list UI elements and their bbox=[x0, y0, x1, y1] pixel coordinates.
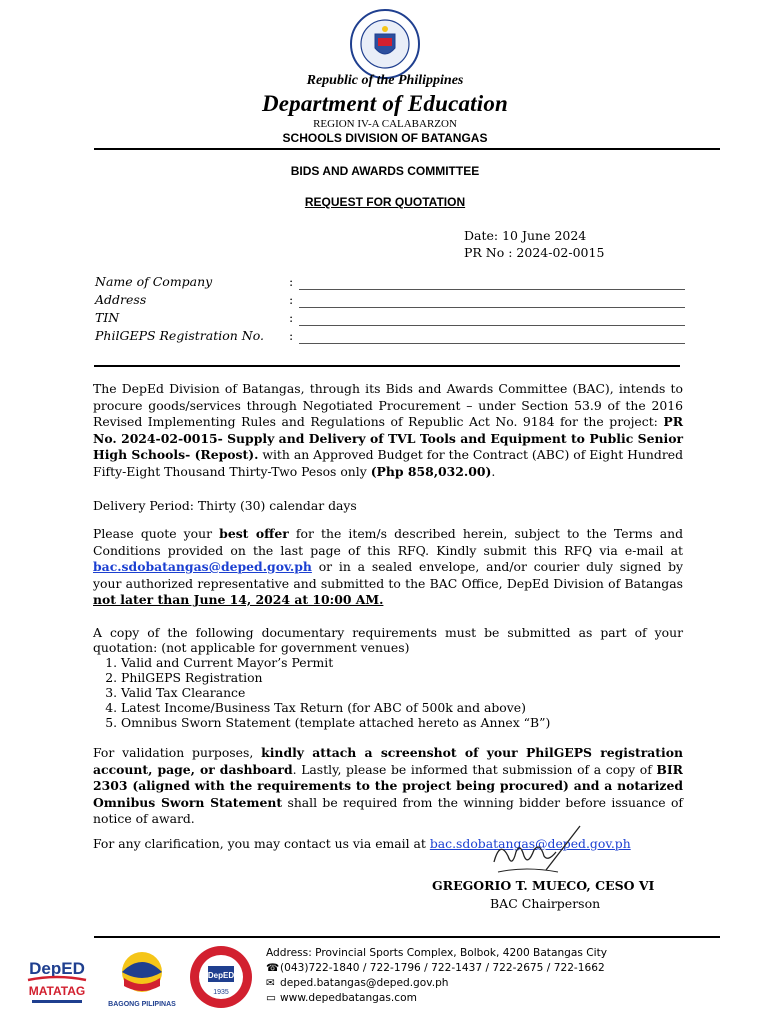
department-heading: Department of Education bbox=[261, 91, 509, 116]
pr-number-line: PR No : 2024-02-0015 bbox=[464, 245, 605, 260]
envelope-icon: ✉ bbox=[266, 977, 275, 989]
deadline: not later than June 14, 2024 at 10:00 AM. bbox=[93, 592, 384, 607]
delivery-period: Delivery Period: Thirty (30) calendar days bbox=[93, 498, 357, 513]
svg-text:1935: 1935 bbox=[213, 989, 229, 996]
clarification-paragraph: For any clarification, you may contact us via email at bac.sdobatangas@deped.gov.ph bbox=[93, 836, 631, 851]
republic-heading: Republic of the Philippines bbox=[306, 73, 464, 88]
submission-paragraph: Please quote your best offer for the item/s described herein, subject to the Terms and Conditions provided on the last page of this RFQ. Kindly submit this RFQ via e-mail at bac.sdobatangas@deped.gov.ph or in a sealed envelope, and/or courier duly signed by your authorized representative and submitted to the BAC Office, DepEd Division of Batangas not later than June 14, 2024 at 10:00 AM. bbox=[93, 526, 684, 607]
field-line bbox=[299, 325, 685, 326]
footer-contact bbox=[266, 946, 607, 1006]
footer-divider bbox=[94, 936, 720, 938]
footer-phone: ☎(043)722-1840 / 722-1796 / 722-1437 / 722-2675 / 722-1662 bbox=[266, 962, 605, 974]
signatory-title: BAC Chairperson bbox=[490, 896, 601, 911]
field-line bbox=[299, 307, 685, 308]
date-block bbox=[464, 227, 604, 261]
footer-website[interactable]: ▭ www.depedbatangas.com bbox=[266, 992, 417, 1004]
validation-paragraph: For validation purposes, kindly attach a screenshot of your PhilGEPS registration account, page, or dashboard. Lastly, please be informed that submission of a copy of BIR 2303 (aligned with the requirements to the project being procured) and a notarized Omnibus Sworn Statement shall be required from the winning bidder before issuance of notice of award. bbox=[93, 745, 683, 826]
company-fields bbox=[95, 274, 685, 346]
division-heading: SCHOOLS DIVISION OF BATANGAS bbox=[282, 131, 488, 145]
requirements-section bbox=[93, 625, 683, 730]
field-label: PhilGEPS Registration No. bbox=[95, 328, 264, 343]
field-row-address: Address : bbox=[95, 292, 685, 310]
field-label: Name of Company bbox=[95, 274, 213, 289]
bagong-pilipinas-logo bbox=[104, 946, 180, 1010]
intro-paragraph: The DepEd Division of Batangas, through its Bids and Awards Committee (BAC), intends to procure goods/services through Negotiated Procurement – under Section 53.9 of the 2016 Revised Implementing Rules and Regulations of Republic Act No. 9184 for the project: PR No. 2024-02-0015- Supply and Delivery of TVL Tools and Equipment to Public Senior High Schools- (Repost). with an Approved Budget for the Contract (ABC) of Eight Hundred Fifty-Eight Thousand Thirty-Two Pesos only (Php 858,032.00). bbox=[93, 381, 684, 479]
field-row-tin: TIN : bbox=[95, 310, 685, 328]
document-title: REQUEST FOR QUOTATION bbox=[304, 195, 466, 209]
contact-email-link[interactable]: bac.sdobatangas@deped.gov.ph bbox=[429, 836, 631, 851]
deped-seal-logo bbox=[349, 8, 421, 80]
signatory-name: GREGORIO T. MUECO, CESO VI bbox=[432, 878, 655, 893]
svg-text:DepED: DepED bbox=[29, 959, 85, 978]
field-label: TIN bbox=[95, 310, 120, 325]
svg-text:DepED: DepED bbox=[207, 971, 235, 980]
field-label: Address bbox=[95, 292, 147, 307]
list-item: 3. Valid Tax Clearance bbox=[121, 685, 683, 700]
project-title: PR No. 2024-02-0015- Supply and Delivery of TVL Tools and Equipment to Public Senior High Schools- (Repost). bbox=[93, 414, 683, 462]
header-divider bbox=[94, 148, 720, 150]
division-of-batangas-seal bbox=[188, 944, 254, 1010]
svg-text:BAGONG PILIPINAS: BAGONG PILIPINAS bbox=[108, 1001, 176, 1008]
requirements-intro: A copy of the following documentary requirements must be submitted as part of your quotation: (not applicable for government venues) bbox=[93, 625, 683, 655]
field-line bbox=[299, 343, 685, 344]
date-line: Date: 10 June 2024 bbox=[464, 228, 587, 243]
svg-text:MATATAG: MATATAG bbox=[28, 984, 86, 998]
footer-address: Address: Provincial Sports Complex, Bolbok, 4200 Batangas City bbox=[266, 947, 608, 959]
list-item: 1. Valid and Current Mayor’s Permit bbox=[121, 655, 683, 670]
list-item: 4. Latest Income/Business Tax Return (for ABC of 500k and above) bbox=[121, 700, 683, 715]
field-line bbox=[299, 289, 685, 290]
region-heading: REGION IV-A CALABARZON bbox=[313, 118, 457, 130]
footer-email[interactable]: ✉ deped.batangas@deped.gov.ph bbox=[266, 977, 449, 989]
fields-divider bbox=[94, 365, 680, 367]
list-item: 5. Omnibus Sworn Statement (template attached hereto as Annex “B”) bbox=[121, 715, 683, 730]
deped-matatag-logo bbox=[20, 950, 95, 1010]
list-item: 2. PhilGEPS Registration bbox=[121, 670, 683, 685]
monitor-icon: ▭ bbox=[266, 992, 277, 1004]
field-row-philgeps: PhilGEPS Registration No. : bbox=[95, 328, 685, 346]
email-link[interactable]: bac.sdobatangas@deped.gov.ph bbox=[93, 559, 312, 574]
committee-heading: BIDS AND AWARDS COMMITTEE bbox=[290, 164, 480, 178]
abc-amount: (Php 858,032.00) bbox=[370, 463, 492, 479]
requirements-list bbox=[93, 655, 683, 730]
phone-icon: ☎ bbox=[266, 962, 280, 974]
field-row-company: Name of Company : bbox=[95, 274, 685, 292]
